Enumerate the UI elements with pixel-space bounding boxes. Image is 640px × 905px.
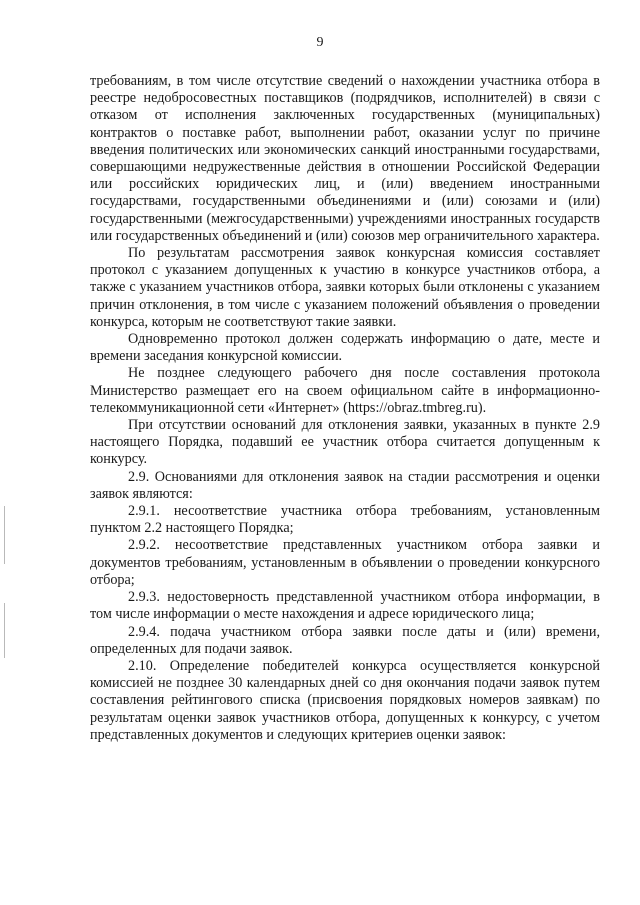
scan-edge-mark — [4, 603, 5, 658]
paragraph: При отсутствии оснований для отклонения заявки, указанных в пункте 2.9 настоящего Порядка, подавший ее участник отбора считается допущенным к конкурсу. — [90, 417, 600, 468]
scan-edge-mark — [4, 506, 5, 564]
page-number: 9 — [316, 35, 324, 50]
document-body — [90, 73, 600, 744]
paragraph: 2.9.1. несоответствие участника отбора требованиям, установленным пунктом 2.2 настоящего Порядка; — [90, 503, 600, 537]
paragraph: 2.9.2. несоответствие представленных участником отбора заявки и документов требованиям, установленным в объявлении о проведении конкурсного отбора; — [90, 537, 600, 588]
paragraph: По результатам рассмотрения заявок конкурсная комиссия составляет протокол с указанием допущенных к участию в конкурсе участников отбора, а также с указанием участников отбора, заявки которых были отклонены с указанием причин отклонения, в том числе с указанием положений объявления о проведении конкурса, которым не соответствуют такие заявки. — [90, 245, 600, 330]
paragraph: 2.9.4. подача участником отбора заявки после даты и (или) времени, определенных для подачи заявок. — [90, 623, 600, 657]
paragraph: 2.9. Основаниями для отклонения заявок на стадии рассмотрения и оценки заявок являются: — [90, 468, 600, 502]
paragraph: 2.10. Определение победителей конкурса осуществляется конкурсной комиссией не позднее 30 календарных дней со дня окончания подачи заявок путем составления рейтингового списка (присвоения порядковых номеров заявкам) по результатам оценки заявок участников отбора, допущенных к конкурсу, с учетом представленных документов и следующих критериев оценки заявок: — [90, 657, 600, 743]
paragraph: Одновременно протокол должен содержать информацию о дате, месте и времени заседания конкурсной комиссии. — [90, 331, 600, 365]
paragraph: Не позднее следующего рабочего дня после составления протокола Министерство размещает его на своем официальном сайте в информационно-телекоммуникационной сети «Интернет» (https://obraz.tmbreg.ru). — [90, 365, 600, 416]
paragraph: 2.9.3. недостоверность представленной участником отбора информации, в том числе информации о месте нахождения и адресе юридического лица; — [90, 589, 600, 623]
paragraph: требованиям, в том числе отсутствие сведений о нахождении участника отбора в реестре недобросовестных поставщиков (подрядчиков, исполнителей) в связи с отказом от исполнения заключенных государственных (муниципальных) контрактов о поставке работ, выполнении работ, оказании услуг по причине введения политических или экономических санкций иностранными государствами, совершающими недружественные действия в отношении Российской Федерации или российских юридических лиц, и (или) введением иностранными государствами, государственными объединениями и (или) союзами и (или) государственными (межгосударственными) учреждениями иностранных государств или государственных объединений и (или) союзов мер ограничительного характера. — [90, 73, 600, 244]
